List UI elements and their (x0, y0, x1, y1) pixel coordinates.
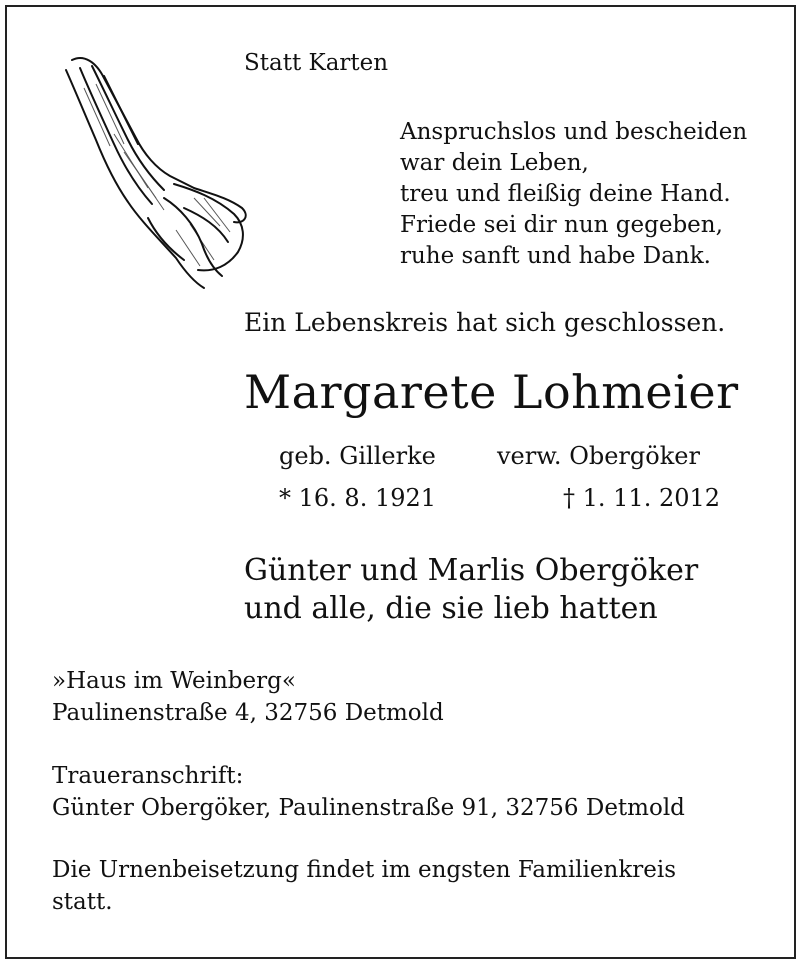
deceased-name: Margarete Lohmeier (244, 365, 739, 419)
funeral-note-line: statt. (52, 889, 113, 915)
poem-line: Anspruchslos und bescheiden (400, 119, 748, 145)
poem-line: war dein Leben, (400, 150, 589, 176)
mourners-block (244, 552, 698, 628)
death-date: † 1. 11. 2012 (563, 484, 721, 512)
mourning-address-value: Günter Obergöker, Paulinenstraße 91, 32756 Detmold (52, 795, 685, 821)
widowed-name: verw. Obergöker (497, 442, 700, 470)
funeral-note-line: Die Urnenbeisetzung findet im engsten Familienkreis (52, 857, 677, 883)
statt-karten-label: Statt Karten (244, 50, 389, 76)
mourners-line: Günter und Marlis Obergöker (244, 553, 699, 588)
maiden-name: geb. Gillerke (279, 442, 436, 470)
mourners-line: und alle, die sie lieb hatten (244, 591, 658, 626)
mourning-address-label: Traueranschrift: (52, 763, 244, 789)
funeral-note (52, 854, 676, 918)
memorial-poem (400, 117, 747, 272)
praying-hands-icon (44, 48, 254, 293)
intro-line: Ein Lebenskreis hat sich geschlossen. (244, 308, 726, 337)
poem-line: treu und fleißig deine Hand. (400, 181, 731, 207)
mourning-address-block (52, 760, 685, 824)
residence-block (52, 665, 444, 729)
birth-date: * 16. 8. 1921 (279, 484, 437, 512)
residence-address: Paulinenstraße 4, 32756 Detmold (52, 700, 444, 726)
poem-line: ruhe sanft und habe Dank. (400, 243, 711, 269)
poem-line: Friede sei dir nun gegeben, (400, 212, 723, 238)
residence-name: »Haus im Weinberg« (52, 668, 296, 694)
